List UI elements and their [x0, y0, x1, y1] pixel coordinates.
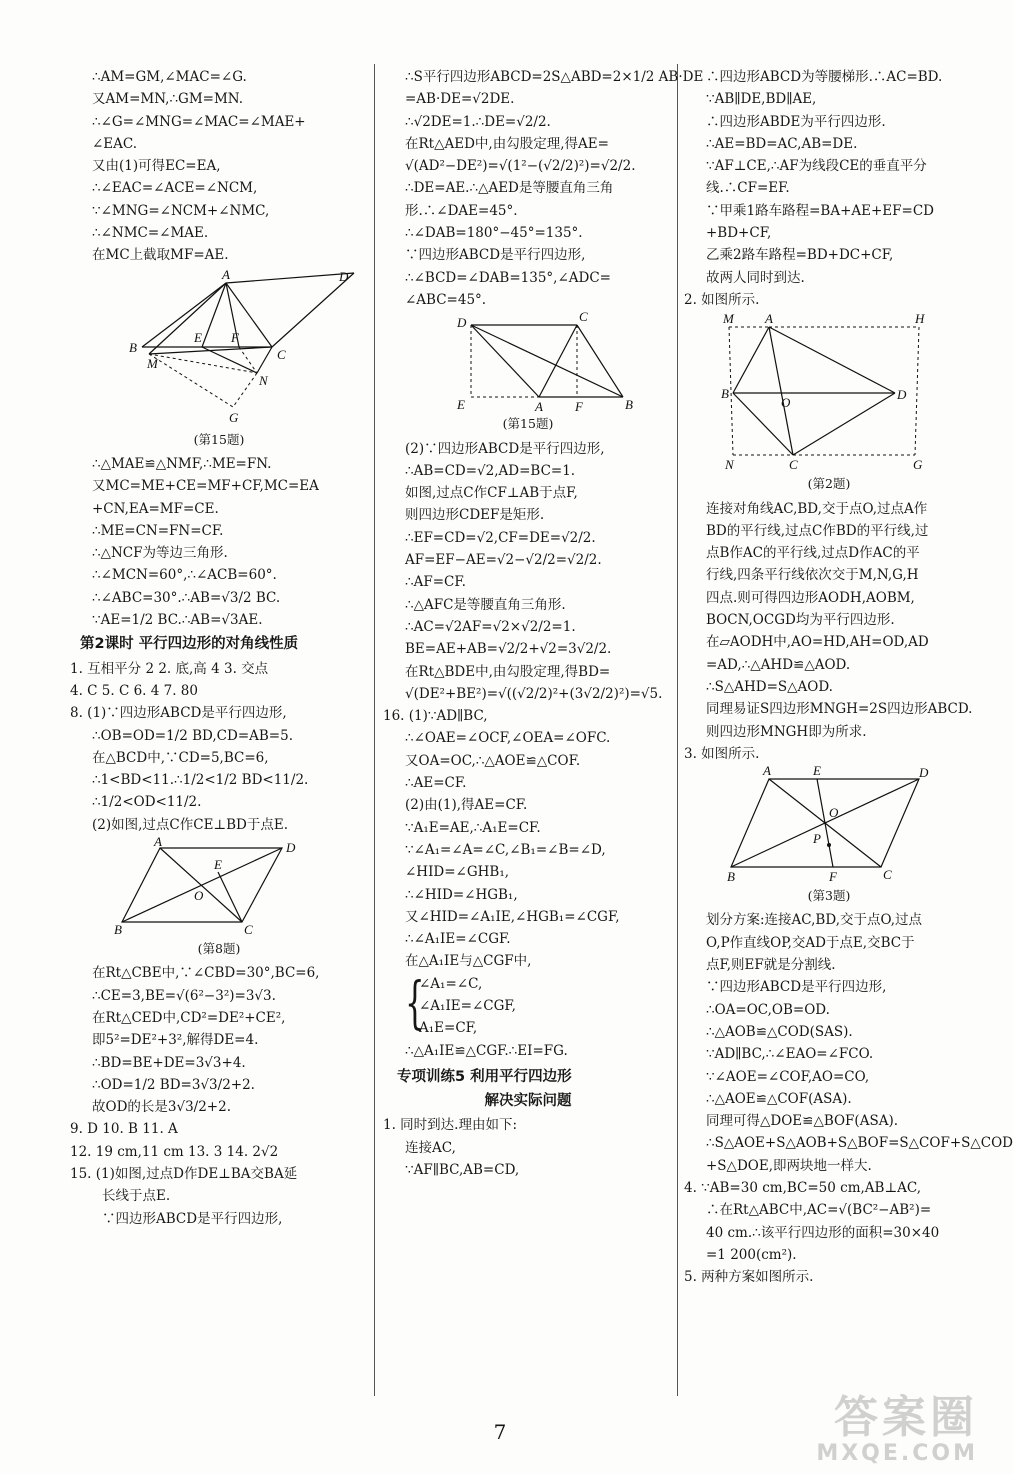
fig2-label-H: H: [915, 311, 925, 327]
text-line: 在MC上截取MF=AE.: [92, 247, 229, 264]
text-line: 又OA=OC,∴△AOE≌△COF.: [405, 752, 581, 769]
column-divider-2: [677, 64, 678, 1396]
text-line: 在Rt△BDE中,由勾股定理,得BD=: [405, 663, 611, 680]
fig15b-label-C: C: [579, 309, 588, 325]
text-line: ∴四边形ABDE为平行四边形.: [706, 113, 886, 130]
text-line: 在▱AODH中,AO=HD,AH=OD,AD: [706, 634, 929, 651]
text-line: 连接AC,: [405, 1139, 456, 1156]
text-line: ∵A₁E=AE,∴A₁E=CF.: [405, 819, 541, 836]
fig2-label-M: M: [723, 311, 734, 327]
fig8-label-D: D: [286, 840, 296, 856]
col3-block-a: [684, 66, 974, 311]
text-line: ∴△MAE≌△NMF,∴ME=FN.: [92, 455, 272, 472]
text-line: ∴1<BD<11.∴1/2<1/2 BD<11/2.: [92, 772, 309, 789]
section-heading-special-5: 专项训练5 利用平行四边形: [397, 1068, 572, 1085]
figure-15a: [89, 266, 349, 429]
column-3: [684, 66, 1013, 1288]
fig15b-label-A: A: [535, 399, 543, 415]
text-line: ∴∠G=∠MNG=∠MAC=∠MAE+: [92, 113, 306, 130]
text-line: ∴△AFC是等腰直角三角形.: [405, 596, 566, 613]
col2-block-a: [383, 66, 704, 311]
text-line: ∵∠MNG=∠NCM+∠NMC,: [92, 202, 270, 219]
text-line: (2)∵四边形ABCD是平行四边形,: [405, 440, 605, 457]
text-line: ∵甲乘1路车路程=BA+AE+EF=CD: [706, 202, 934, 219]
text-line: 40 cm.∴该平行四边形的面积=30×40: [706, 1224, 940, 1241]
fig2-label-O: O: [781, 395, 791, 411]
text-line: 同理可得△DOE≌△BOF(ASA).: [706, 1113, 898, 1130]
fig2-label-G: G: [913, 457, 923, 473]
text-line: (2)由(1),得AE=CF.: [405, 797, 528, 814]
text-line: 12. 19 cm,11 cm 13. 3 14. 2√2: [70, 1143, 279, 1160]
fig3-label-A: A: [763, 763, 771, 779]
fig15b-label-B: B: [625, 397, 633, 413]
section-heading-lesson-2: 第2课时 平行四边形的对角线性质: [80, 636, 299, 653]
fig15a-label-F: F: [231, 329, 239, 345]
col1-block-d: [70, 962, 368, 1230]
figure-15b: [413, 309, 643, 415]
brace-glyph: {: [405, 970, 425, 1036]
fig8-label-A: A: [154, 834, 162, 850]
col3-block-c: [684, 909, 1013, 1288]
section-heading-special-5-line2: 解决实际问题: [484, 1093, 572, 1110]
text-line: AF=EF−AE=√2−√2/2=√2/2.: [405, 552, 602, 569]
text-line: ∠A₁IE=∠CGF,: [419, 997, 516, 1014]
fig8-label-E: E: [214, 857, 222, 873]
text-line: =AB·DE=√2DE.: [405, 91, 515, 108]
fig15a-label-C: C: [277, 346, 286, 362]
figure-15b-caption: (第15题): [502, 416, 554, 432]
fig15b-label-E: E: [457, 397, 465, 413]
text-line: ∴△A₁IE≌△CGF.∴EI=FG.: [405, 1042, 568, 1059]
text-line: ∴△AOE≌△COF(ASA).: [706, 1090, 852, 1107]
fig3-label-E: E: [813, 763, 821, 779]
text-line: +S△DOE,即两块地一样大.: [706, 1157, 872, 1174]
text-line: ∴S△AOE+S△AOB+S△BOF=S△COF+S△COD: [706, 1135, 1013, 1152]
fig15a-label-M: M: [147, 355, 158, 371]
text-line: ∴四边形ABCD为等腰梯形.∴AC=BD.: [706, 69, 943, 85]
text-line: 又由(1)可得EC=EA,: [92, 158, 221, 175]
text-line: =1 200(cm²).: [706, 1246, 797, 1263]
text-line: 长线于点E.: [102, 1188, 171, 1205]
text-line: ∵四边形ABCD是平行四边形,: [405, 247, 586, 264]
text-line: ∵AF∥BC,AB=CD,: [405, 1162, 520, 1179]
text-line: ∵四边形ABCD是平行四边形,: [102, 1210, 283, 1227]
text-line: ∵AE=1/2 BC.∴AB=√3AE.: [92, 612, 263, 629]
text-line: ∴OA=OC,OB=OD.: [706, 1001, 830, 1018]
fig3-label-F: F: [829, 869, 837, 885]
text-line: BD的平行线,过点C作BD的平行线,过: [706, 522, 929, 539]
text-line: ∴∠BCD=∠DAB=135°,∠ADC=: [405, 269, 611, 286]
col2-block-b: [383, 438, 673, 973]
text-line: 在Rt△CBE中,∵∠CBD=30°,BC=6,: [92, 965, 320, 982]
fig3-label-P: P: [813, 831, 821, 847]
fig3-label-C: C: [883, 867, 892, 883]
fig8-label-B: B: [114, 922, 122, 938]
fig15b-label-F: F: [575, 399, 583, 415]
fig15a-label-N: N: [259, 372, 268, 388]
text-line: ∴∠ABC=30°.∴AB=√3/2 BC.: [92, 589, 281, 606]
text-line: 划分方案:连接AC,BD,交于点O,过点: [706, 912, 923, 929]
figure-2-caption: (第2题): [807, 476, 851, 492]
text-line: ∴△NCF为等边三角形.: [92, 545, 228, 562]
text-line: ∴∠MCN=60°,∴∠ACB=60°.: [92, 567, 277, 584]
text-line: √(AD²−DE²)=√(1²−(√2/2)²)=√2/2.: [405, 158, 636, 175]
text-line: ∴AE=BD=AC,AB=DE.: [706, 135, 858, 152]
text-line: (2)如图,过点C作CE⊥BD于点E.: [92, 816, 289, 833]
text-line: 3. 如图所示.: [684, 745, 760, 762]
text-line: ∴∠NMC=∠MAE.: [92, 225, 209, 242]
text-line: ∵∠A₁=∠A=∠C,∠B₁=∠B=∠D,: [405, 841, 606, 858]
text-line: 在△BCD中,∵CD=5,BC=6,: [92, 749, 269, 766]
column-1: [70, 66, 368, 1230]
col3-block-b: [684, 498, 974, 766]
text-line: ∴AM=GM,∠MAC=∠G.: [92, 69, 247, 85]
text-line: 点F,则EF就是分割线.: [706, 957, 836, 974]
column-divider-1: [374, 64, 375, 1396]
text-line: √(DE²+BE²)=√((√2/2)²+(3√2/2)²)=√5.: [405, 685, 663, 702]
column-2: [383, 66, 704, 1181]
text-line: 又∠HID=∠A₁IE,∠HGB₁=∠CGF,: [405, 908, 620, 925]
fig15a-label-B: B: [129, 339, 137, 355]
fig3-label-O: O: [829, 805, 839, 821]
text-line: 又MC=ME+CE=MF+CF,MC=EA: [92, 478, 319, 495]
text-line: 2. 如图所示.: [684, 291, 760, 308]
text-line: 4. C 5. C 6. 4 7. 80: [70, 682, 198, 699]
text-line: ∴√2DE=1.∴DE=√2/2.: [405, 113, 551, 130]
text-line: ∴1/2<OD<11/2.: [92, 794, 202, 811]
watermark-title: 答案圈: [834, 1392, 978, 1443]
text-line: ∠EAC.: [92, 135, 138, 152]
col1-block-a: [70, 66, 368, 267]
text-line: ∴在Rt△ABC中,AC=√(BC²−AB²)=: [706, 1202, 932, 1219]
figure-2: [719, 313, 939, 473]
text-line: 9. D 10. B 11. A: [70, 1121, 178, 1138]
text-line: ∠A₁=∠C,: [419, 975, 483, 992]
fig15a-label-E: E: [194, 329, 202, 345]
figure-8-caption: (第8题): [197, 941, 241, 957]
text-line: 如图,过点C作CF⊥AB于点F,: [405, 485, 578, 502]
text-line: 四点.则可得四边形AODH,AOBM,: [706, 589, 915, 606]
text-line: 1. 互相平分 2 2. 底,高 4 3. 交点: [70, 660, 269, 677]
text-line: 5. 两种方案如图所示.: [684, 1269, 814, 1286]
watermark-url: MXQE.COM: [816, 1441, 978, 1466]
fig15a-label-A: A: [222, 266, 230, 282]
watermark: [816, 1392, 978, 1466]
text-line: ∴CE=3,BE=√(6²−3²)=3√3.: [92, 987, 276, 1004]
text-line: ∠HID=∠GHB₁,: [405, 864, 510, 881]
text-line: ∴AF=CF.: [405, 574, 466, 591]
text-line: 即5²=DE²+3²,解得DE=4.: [92, 1032, 259, 1049]
text-line: 则四边形CDEF是矩形.: [405, 507, 545, 524]
page-number: 7: [493, 1420, 507, 1444]
figure-3-caption: (第3题): [807, 888, 851, 904]
text-line: ∴DE=AE.∴△AED是等腰直角三角: [405, 180, 614, 197]
text-line: ∴∠EAC=∠ACE=∠NCM,: [92, 180, 258, 197]
text-line: 在Rt△CED中,CD²=DE²+CE²,: [92, 1009, 286, 1026]
text-line: O,P作直线OP,交AD于点E,交BC于: [706, 934, 915, 951]
text-line: ∴AB=CD=√2,AD=BC=1.: [405, 462, 576, 479]
text-line: ∴∠OAE=∠OCF,∠OEA=∠OFC.: [405, 730, 611, 747]
text-line: ∴AE=CF.: [405, 775, 467, 792]
col2-block-d: [383, 1114, 673, 1181]
text-line: 乙乘2路车路程=BD+DC+CF,: [706, 247, 894, 264]
text-line: 在△A₁IE与△CGF中,: [405, 953, 532, 970]
text-line: 8. (1)∵四边形ABCD是平行四边形,: [70, 705, 287, 722]
text-line: 形.∴∠DAE=45°.: [405, 202, 518, 219]
fig8-label-C: C: [244, 922, 253, 938]
fig2-label-A: A: [765, 311, 773, 327]
text-line: 4. ∵AB=30 cm,BC=50 cm,AB⊥AC,: [684, 1179, 922, 1196]
text-line: ∵AB∥DE,BD∥AE,: [706, 91, 817, 108]
text-line: 连接对角线AC,BD,交于点O,过点A作: [706, 500, 928, 517]
text-line: ∴OB=OD=1/2 BD,CD=AB=5.: [92, 727, 293, 744]
text-line: ∴S平行四边形ABCD=2S△ABD=2×1/2 AB·DE: [405, 69, 704, 85]
fig2-label-B: B: [721, 386, 729, 402]
text-line: 16. (1)∵AD∥BC,: [383, 708, 488, 725]
fig2-label-C: C: [789, 457, 798, 473]
text-line: 点B作AC的平行线,过点D作AC的平: [706, 545, 920, 562]
text-line: ∴△AOB≌△COD(SAS).: [706, 1023, 853, 1040]
text-line: ∴EF=CD=√2,CF=DE=√2/2.: [405, 529, 596, 546]
text-line: 线.∴CF=EF.: [706, 180, 790, 197]
text-line: 行线,四条平行线依次交于M,N,G,H: [706, 567, 919, 584]
text-line: +BD+CF,: [706, 225, 772, 242]
text-line: 在Rt△AED中,由勾股定理,得AE=: [405, 135, 609, 152]
text-line: ∴∠A₁IE=∠CGF.: [405, 931, 511, 948]
fig8-label-O: O: [194, 888, 204, 904]
text-line: 15. (1)如图,过点D作DE⊥BA交BA延: [70, 1165, 298, 1182]
text-line: ∴ME=CN=FN=CF.: [92, 522, 224, 539]
text-line: ∴BD=BE+DE=3√3+4.: [92, 1054, 246, 1071]
text-line: ∴∠HID=∠HGB₁,: [405, 886, 518, 903]
figure-3: [727, 763, 929, 885]
figure-15a-caption: (第15题): [193, 431, 245, 447]
text-line: ∴S△AHD=S△AOD.: [706, 678, 833, 695]
text-line: ∴∠DAB=180°−45°=135°.: [405, 225, 583, 242]
text-line: ∴OD=1/2 BD=3√3/2+2.: [92, 1076, 255, 1093]
text-line: 1. 同时到达.理由如下:: [383, 1117, 518, 1134]
congruence-brace: [383, 970, 673, 1040]
fig2-label-D: D: [897, 387, 907, 403]
fig15b-label-D: D: [457, 315, 467, 331]
text-line: 故两人同时到达.: [706, 269, 805, 286]
text-line: ∴AC=√2AF=√2×√2/2=1.: [405, 618, 576, 635]
fig3-label-D: D: [919, 765, 929, 781]
text-line: +CN,EA=MF=CE.: [92, 500, 219, 517]
text-line: BOCN,OCGD均为平行四边形.: [706, 612, 895, 629]
text-line: ∠ABC=45°.: [405, 291, 487, 308]
text-line: A₁E=CF,: [419, 1020, 478, 1037]
text-line: 则四边形MNGH即为所求.: [706, 723, 867, 740]
text-line: 同理易证S四边形MNGH=2S四边形ABCD.: [706, 701, 973, 718]
fig3-label-B: B: [727, 869, 735, 885]
fig2-label-N: N: [725, 457, 734, 473]
text-line: ∵AD∥BC,∴∠EAO=∠FCO.: [706, 1046, 874, 1063]
col1-block-b: [70, 453, 368, 631]
text-line: 故OD的长是3√3/2+2.: [92, 1099, 232, 1116]
fig3-point-P: [827, 843, 831, 847]
text-line: =AD,∴△AHD≌△AOD.: [706, 656, 851, 673]
text-line: ∵∠AOE=∠COF,AO=CO,: [706, 1068, 870, 1085]
text-line: 又AM=MN,∴GM=MN.: [92, 91, 244, 108]
text-line: ∵四边形ABCD是平行四边形,: [706, 979, 887, 996]
figure-8: [114, 834, 324, 938]
text-line: BE=AE+AB=√2/2+√2=3√2/2.: [405, 641, 612, 658]
col1-block-c: [70, 658, 368, 836]
fig15a-label-G: G: [229, 409, 239, 425]
fig15a-label-D: D: [339, 268, 349, 284]
text-line: ∵AF⊥CE,∴AF为线段CE的垂直平分: [706, 158, 927, 175]
